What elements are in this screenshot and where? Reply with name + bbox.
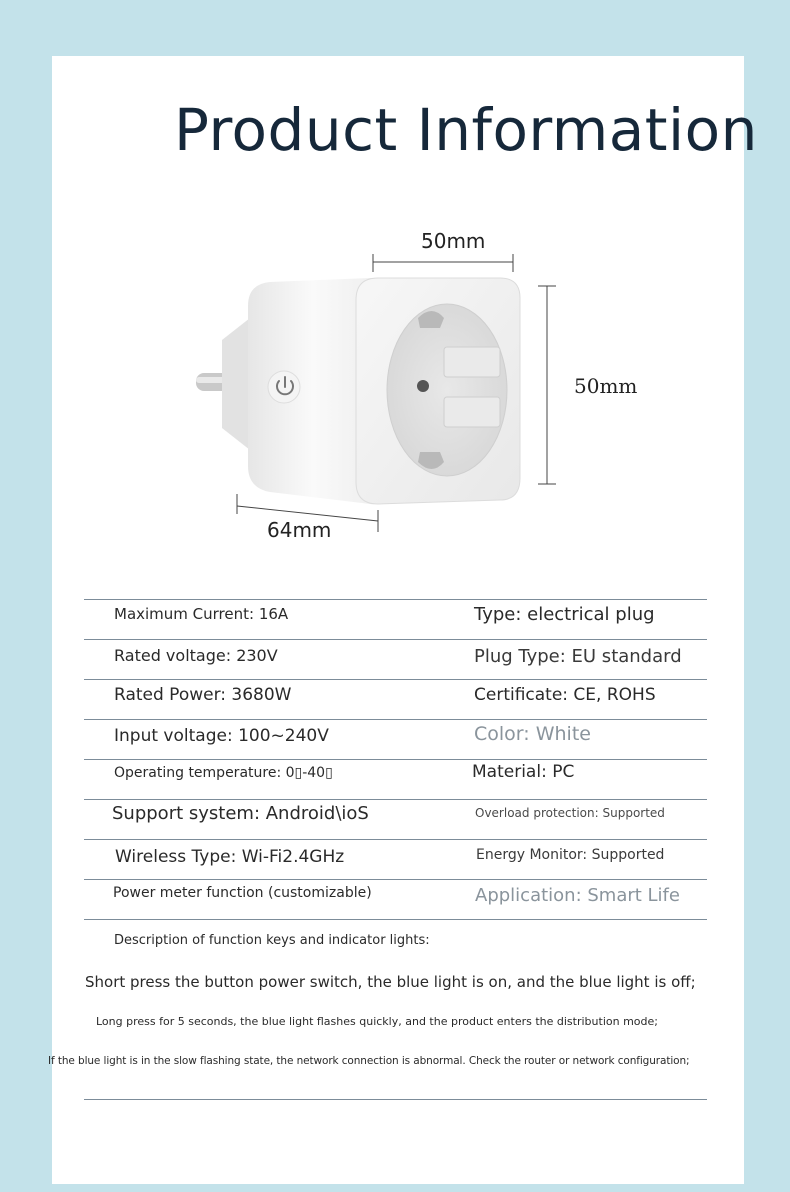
description-line-slow-flash: If the blue light is in the slow flashing state, the network connection is abnormal. Check the router or network configuration;: [48, 1055, 690, 1067]
spec-rated-power: Rated Power: 3680W: [114, 685, 292, 705]
spec-input-voltage: Input voltage: 100~240V: [114, 726, 329, 746]
table-divider: [84, 599, 707, 600]
spec-overload-protection: Overload protection: Supported: [475, 806, 665, 820]
spec-color: Color: White: [474, 723, 591, 745]
table-divider: [84, 799, 707, 800]
description-line-short-press: Short press the button power switch, the blue light is on, and the blue light is off;: [85, 973, 696, 991]
spec-max-current: Maximum Current: 16A: [114, 605, 289, 623]
width-dimension-label: 50mm: [421, 229, 486, 253]
description-line-long-press: Long press for 5 seconds, the blue light flashes quickly, and the product enters the distribution mode;: [96, 1015, 658, 1028]
table-divider: [84, 639, 707, 640]
height-dimension-label: 50mm: [574, 374, 638, 398]
table-divider: [84, 679, 707, 680]
table-divider: [84, 759, 707, 760]
bottom-divider: [84, 1099, 707, 1100]
spec-wireless-type: Wireless Type: Wi-Fi2.4GHz: [115, 847, 345, 867]
spec-material: Material: PC: [472, 762, 575, 782]
table-divider: [84, 919, 707, 920]
spec-plug-type: Plug Type: EU standard: [474, 646, 682, 667]
spec-energy-monitor: Energy Monitor: Supported: [476, 847, 665, 863]
spec-type: Type: electrical plug: [474, 604, 655, 625]
depth-dimension-label: 64mm: [267, 518, 332, 542]
spec-application: Application: Smart Life: [475, 885, 680, 906]
spec-certificate: Certificate: CE, ROHS: [474, 685, 656, 705]
spec-operating-temperature: Operating temperature: 0▯-40▯: [114, 765, 333, 781]
table-divider: [84, 839, 707, 840]
table-divider: [84, 879, 707, 880]
spec-power-meter: Power meter function (customizable): [113, 885, 372, 901]
spec-rated-voltage: Rated voltage: 230V: [114, 646, 278, 665]
table-divider: [84, 719, 707, 720]
description-heading: Description of function keys and indicator lights:: [114, 933, 430, 948]
spec-support-system: Support system: Android\ioS: [112, 803, 369, 824]
page-title: Product Information: [174, 96, 758, 164]
product-image: [180, 250, 560, 550]
